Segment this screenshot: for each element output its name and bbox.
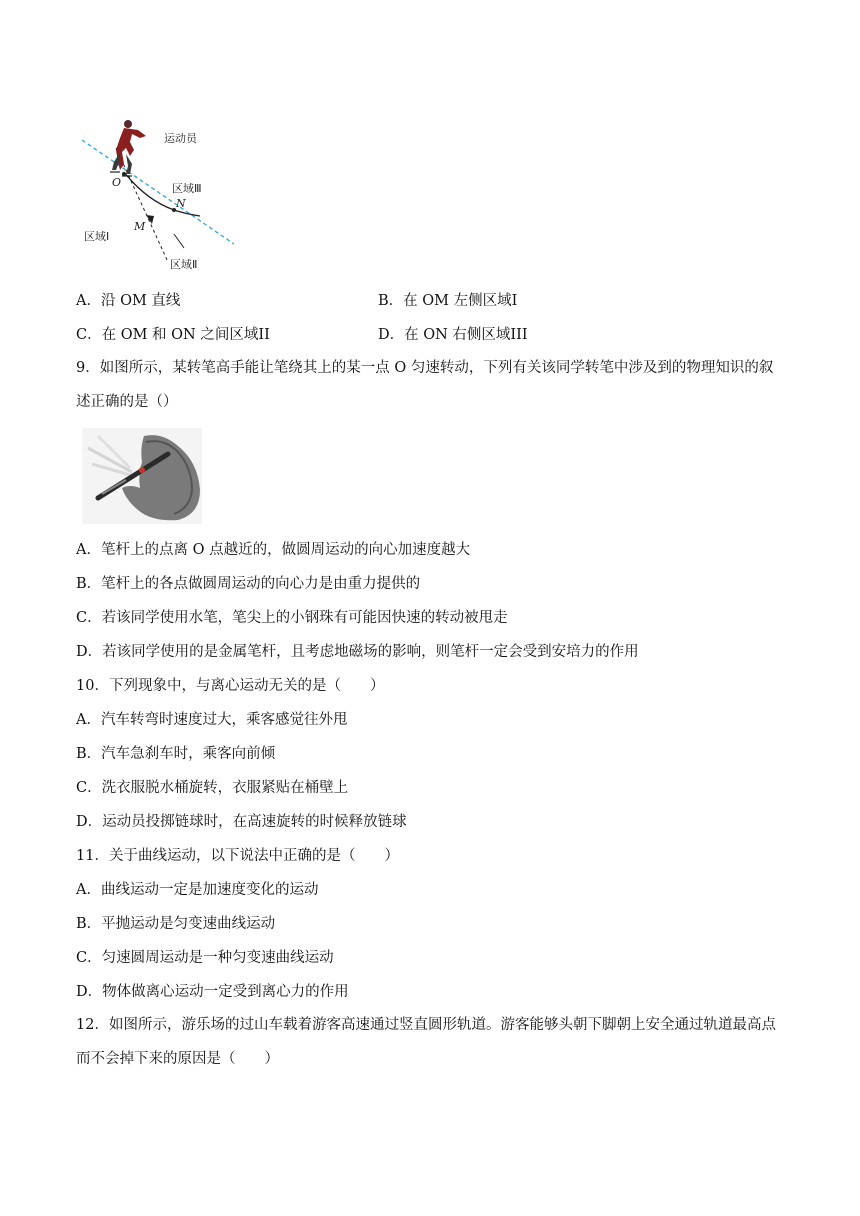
q10-option-c: C．洗衣服脱水桶旋转，衣服紧贴在桶壁上 <box>76 780 349 796</box>
q11-option-d: D．物体做离心运动一定受到离心力的作用 <box>76 984 349 1000</box>
q11-option-b: B．平抛运动是匀变速曲线运动 <box>76 916 276 932</box>
point-m-label: M <box>134 220 146 233</box>
q9-option-a: A．笔杆上的点离 O 点越近的，做圆周运动的向心加速度越大 <box>76 542 471 558</box>
q8-option-c: C．在 OM 和 ON 之间区域II <box>76 327 270 343</box>
skater-figure <box>110 120 146 176</box>
region1-label: 区域Ⅰ <box>84 230 110 243</box>
q9-stem: 9．如图所示，某转笔高手能让笔绕其上的某一点 O 匀速转动，下列有关该同学转笔中涉及到的物理知识的叙述正确的是（） <box>76 360 774 410</box>
q10-option-a: A．汽车转弯时速度过大，乘客感觉往外甩 <box>76 712 348 728</box>
om-arrow-head <box>146 215 154 224</box>
region3-label: 区域Ⅲ <box>172 182 202 195</box>
pen-spinning-hand-figure <box>82 428 202 524</box>
region2-leader-line <box>174 234 184 248</box>
q8-option-d: D．在 ON 右侧区域III <box>378 327 528 343</box>
point-o-label: O <box>112 176 122 189</box>
q8-option-a: A．沿 OM 直线 <box>76 293 181 309</box>
q9-option-d: D．若该同学使用的是金属笔杆，且考虑地磁场的影响，则笔杆一定会受到安培力的作用 <box>76 644 639 660</box>
athlete-label: 运动员 <box>164 132 197 145</box>
region2-label: 区域Ⅱ <box>170 258 198 271</box>
q11-option-c: C．匀速圆周运动是一种匀变速曲线运动 <box>76 950 334 966</box>
om-dashed-line <box>116 148 168 262</box>
skater-trajectory-figure <box>76 112 236 278</box>
q9-option-b: B．笔杆上的各点做圆周运动的向心力是由重力提供的 <box>76 576 421 592</box>
q9-option-c: C．若该同学使用水笔，笔尖上的小钢珠有可能因快速的转动被甩走 <box>76 610 508 626</box>
q12-stem: 12．如图所示，游乐场的过山车载着游客高速通过竖直圆形轨道。游客能够头朝下脚朝上安全通过轨道最高点而不会掉下来的原因是（ ） <box>76 1017 776 1067</box>
q10-option-b: B．汽车急刹车时，乘客向前倾 <box>76 746 276 762</box>
q10-stem: 10．下列现象中，与离心运动无关的是（ ） <box>76 678 385 694</box>
point-n-label: N <box>176 197 186 210</box>
q11-option-a: A．曲线运动一定是加速度变化的运动 <box>76 882 319 898</box>
tangent-dashed-line <box>82 140 234 244</box>
q10-option-d: D．运动员投掷链球时，在高速旋转的时候释放链球 <box>76 814 407 830</box>
point-o-dot <box>122 172 126 176</box>
q8-option-b: B．在 OM 左侧区域I <box>378 293 518 309</box>
q11-stem: 11．关于曲线运动，以下说法中正确的是（ ） <box>76 848 399 864</box>
